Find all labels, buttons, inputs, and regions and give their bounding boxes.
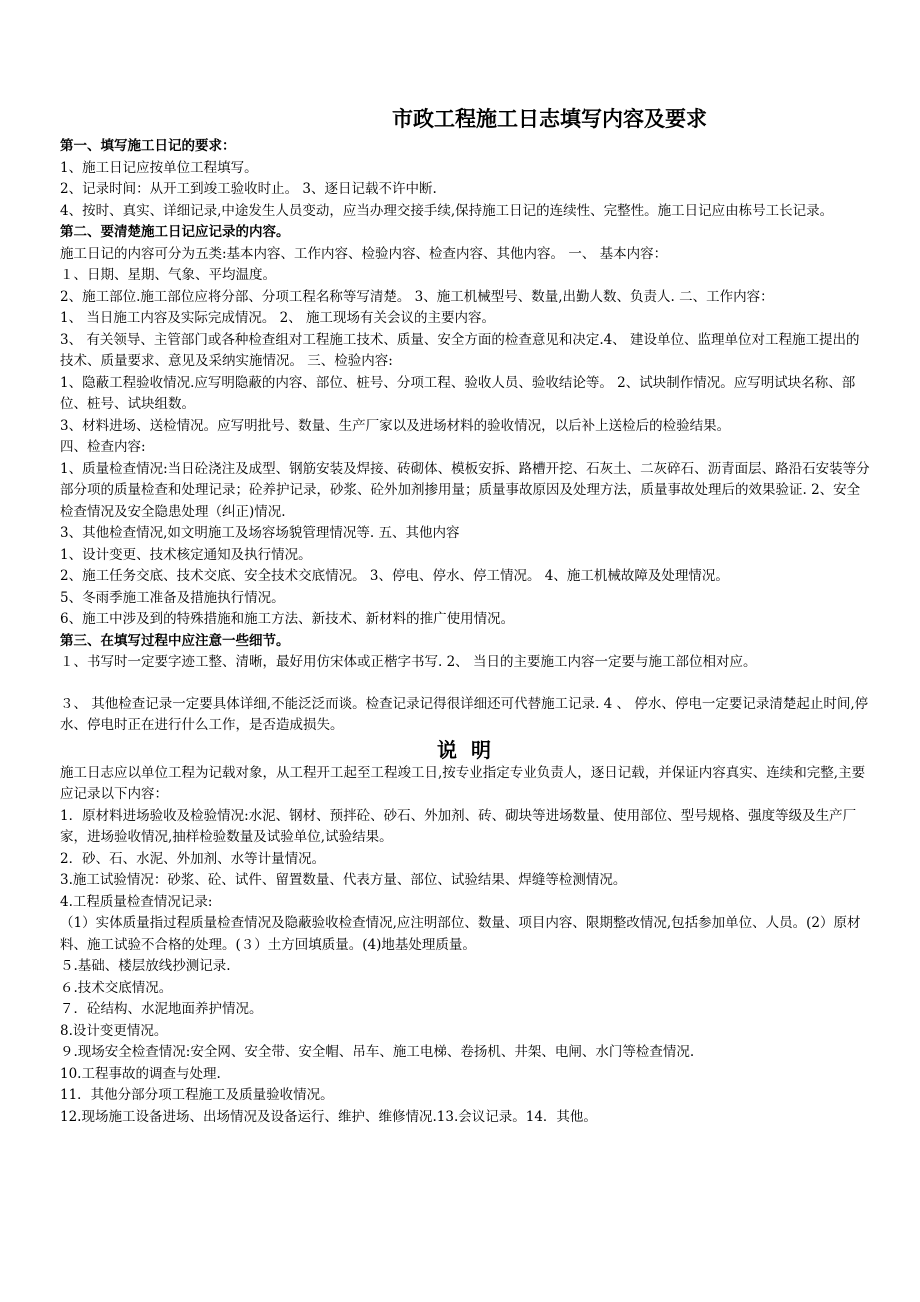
section-1-heading: 第一、填写施工日记的要求： [60,138,236,154]
section-2-line-12: 2、施工任务交底、技术交底、安全技术交底情况。 3、停电、停水、停工情况。 4、施工机械故障及处理情况。 [60,568,729,584]
section-2-line-7: 3、材料进场、送检情况。应写明批号、数量、生产厂家以及进场材料的验收情况，以后补上送检后的检验结果。 [60,417,731,434]
explanation-line-14: 12.现场施工设备进场、出场情况及设备运行、维护、维修情况.13.会议记录。14．其他。 [60,1108,597,1125]
explanation-line-2: 1．原材料进场验收及检验情况:水泥、钢材、预拌砼、砂石、外加剂、砖、砌块等进场数量、使用部位、型号规格、强度等级及生产厂家，进场验收情况,抽样检验数量及试验单位,试验结果。 [60,807,857,845]
section-2-line-2: １、日期、星期、气象、平均温度。 [60,267,276,283]
explanation-line-10: 8.设计变更情况。 [60,1022,168,1039]
section-1-line-3: 4、按时、真实、详细记录,中途发生人员变动，应当办理交接手续,保持施工日记的连续性、完整性。施工日记应由栋号工长记录。 [60,202,834,219]
blank-gap [60,674,872,694]
section-3-line-2: ３、 其他检查记录一定要具体详细,不能泛泛而谈。检查记录记得很详细还可代替施工记录. 4 、 停水、停电一定要记录清楚起止时间,停水、停电时正在进行什么工作，是否造成损失。 [60,695,869,733]
explanation-line-4: 3.施工试验情况：砂浆、砼、试件、留置数量、代表方量、部位、试验结果、焊缝等检测情况。 [60,872,627,888]
section-1-line-2: 2、记录时间：从开工到竣工验收时止。 3、逐日记载不许中断. [60,181,437,197]
explanation-line-1: 施工日志应以单位工程为记载对象，从工程开工起至工程竣工日,按专业指定专业负责人，逐日记载，并保证内容真实、连续和完整,主要应记录以下内容： [60,764,866,802]
section-2-line-13: 5、冬雨季施工准备及措施执行情况。 [60,589,285,606]
section-2-heading: 第二、要清楚施工日记应记录的内容。 [60,224,290,240]
explanation-line-7: ５.基础、楼层放线抄测记录. [60,958,231,974]
explanation-line-3: 2．砂、石、水泥、外加剂、水等计量情况。 [60,850,326,867]
section-2-line-14: 6、施工中涉及到的特殊措施和施工方法、新技术、新材料的推广使用情况。 [60,611,515,627]
explanation-line-9: ７．砼结构、水泥地面养护情况。 [60,1001,263,1017]
explanation-line-13: 11．其他分部分项工程施工及质量验收情况。 [60,1087,334,1103]
document-page [60,104,872,1128]
section-3-heading: 第三、在填写过程中应注意一些细节。 [60,632,290,649]
section-2-line-8: 四、检查内容: [60,439,146,455]
explanation-line-6: （1）实体质量指过程质量检查情况及隐蔽验收检查情况,应注明部位、数量、项目内容、限期整改情况,包括参加单位、人员。(2）原材料、施工试验不合格的处理。(３）土方回填质量。(4)地基处理质量。 [60,915,861,953]
explanation-line-11: ９.现场安全检查情况:安全网、安全带、安全帽、吊车、施工电梯、卷扬机、井架、电闸、水门等检查情况. [60,1044,695,1060]
section-1-line-1: 1、施工日记应按单位工程填写。 [60,159,258,176]
explanation-line-12: 10.工程事故的调查与处理. [60,1065,221,1082]
section-2-line-10: 3、其他检查情况,如文明施工及场容场貌管理情况等. 五、其他内容 [60,525,460,541]
section-2-line-4: 1、 当日施工内容及实际完成情况。 2、 施工现场有关会议的主要内容。 [60,310,496,326]
section-2-line-1: 施工日记的内容可分为五类:基本内容、工作内容、检验内容、检查内容、其他内容。 一、 基本内容： [60,245,668,262]
section-2-line-9: 1、质量检查情况:当日砼浇注及成型、钢筋安装及焊接、砖砌体、模板安拆、路槽开挖、石灰土、二灰碎石、沥青面层、路沿石安装等分部分项的质量检查和处理记录；砼养护记录，砂浆、砼外加剂掺用量；质量事故原因及处理方法，质量事故处理后的效果验证. 2、安全检查情况及安全隐患处理（纠正)情况. [60,460,870,520]
section-3-line-1: １、书写时一定要字迹工整、清晰，最好用仿宋体或正楷字书写. 2、 当日的主要施工内容一定要与施工部位相对应。 [60,654,757,670]
explanation-line-8: ６.技术交底情况。 [60,979,173,996]
explanation-heading: 说明 [437,737,505,762]
section-2-line-11: 1、设计变更、技术核定通知及执行情况。 [60,546,312,563]
section-2-line-6: 1、隐蔽工程验收情况.应写明隐蔽的内容、部位、桩号、分项工程、验收人员、验收结论等。 2、试块制作情况。应写明试块名称、部位、桩号、试块组数。 [60,374,856,412]
section-2-line-3: 2、施工部位.施工部位应将分部、分项工程名称等写清楚。 3、施工机械型号、数量,出勤人数、负责人. 二、工作内容： [60,288,774,305]
explanation-line-5: 4.工程质量检查情况记录: [60,893,213,910]
section-2-line-5: 3、 有关领导、主管部门或各种检查组对工程施工技术、质量、安全方面的检查意见和决定.4、 建设单位、监理单位对工程施工提出的技术、质量要求、意见及采纳实施情况。 三、检验内容: [60,331,860,369]
page-title: 市政工程施工日志填写内容及要求 [392,107,707,131]
